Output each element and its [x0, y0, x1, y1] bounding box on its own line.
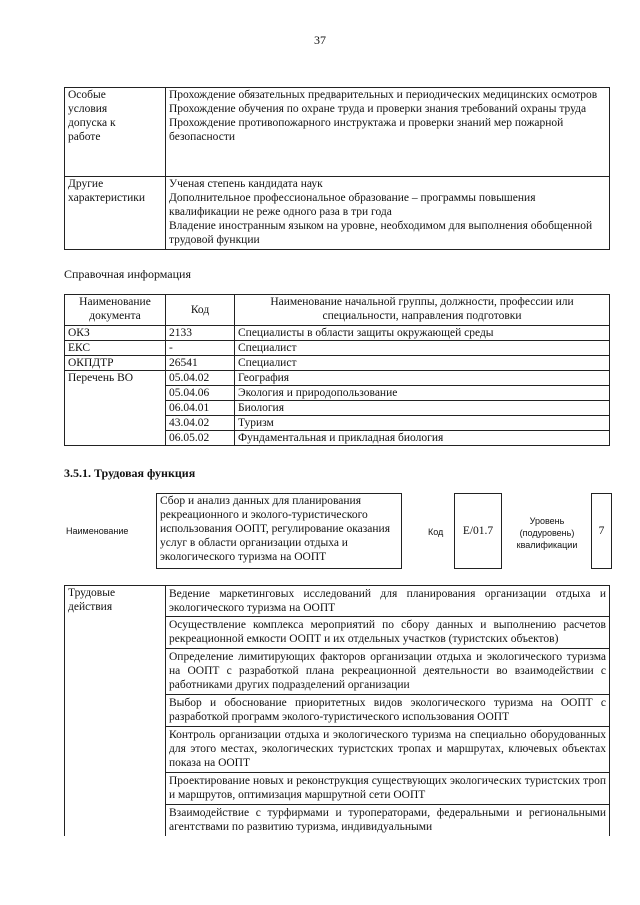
row-content	[166, 88, 610, 177]
table-row	[65, 177, 610, 250]
page-number: 37	[314, 33, 326, 47]
row-label: Другие характеристики	[65, 177, 166, 250]
table-row: 06.05.02 Фундаментальная и прикладная биология	[65, 431, 610, 446]
table-row: ОКПДТР 26541 Специалист	[65, 356, 610, 371]
code-box	[454, 493, 502, 569]
list-item: Контроль организации отдыха и экологического туризма на специально оборудованных для этого местах, экологических туристских тропах и маршрутах, ключевых объектах показа на ООПТ	[166, 727, 609, 773]
header-name: Наименование начальной группы, должности, профессии или специальности, направления подготовки	[235, 295, 610, 326]
name-label: Наименование	[66, 526, 129, 536]
list-item: Выбор и обоснование приоритетных видов экологического туризма на ООПТ с разработкой программ эколого-туристического использования ООПТ	[166, 695, 609, 727]
list-item: Прохождение обязательных предварительных и периодических медицинских осмотров	[169, 89, 598, 101]
header-code: Код	[166, 295, 235, 326]
table-row: 43.04.02 Туризм	[65, 416, 610, 431]
list-item: Ученая степень кандидата наук	[169, 178, 323, 190]
actions-list	[166, 586, 610, 837]
table-row: 06.04.01 Биология	[65, 401, 610, 416]
function-name: Сбор и анализ данных для планирования рекреационного и эколого-туристического использования ООПТ, регулирование оказания услуг в области организации отдыха и экологического туризма на ООПТ	[160, 495, 391, 563]
reference-table	[64, 294, 610, 446]
table-row	[65, 586, 610, 837]
level-label: Уровень (подуровень) квалификации	[516, 516, 578, 550]
table-row: ЕКС - Специалист	[65, 341, 610, 356]
list-item: Определение лимитирующих факторов организации отдыха и экологического туризма на ООПТ с разработкой плана рекреационной деятельности во взаимодействии с работниками других подразделений организации	[166, 649, 609, 695]
table-row: 05.04.06 Экология и природопользование	[65, 386, 610, 401]
row-label: Особые условия допуска к работе	[65, 88, 166, 177]
actions-label: Трудовые действия	[65, 586, 166, 837]
table-row: Перечень ВО 05.04.02 География	[65, 371, 610, 386]
code-value: E/01.7	[462, 525, 494, 537]
row-content	[166, 177, 610, 250]
table-header-row	[65, 295, 610, 326]
table-row: ОКЗ 2133 Специалисты в области защиты окружающей среды	[65, 326, 610, 341]
list-item: Прохождение обучения по охране труда и проверки знания требований охраны труда	[169, 103, 587, 115]
code-label: Код	[428, 527, 444, 537]
list-item: Ведение маркетинговых исследований для планирования организации отдыха и экологического туризма на ООПТ	[166, 586, 609, 617]
function-name-box	[156, 493, 402, 569]
reference-title: Справочная информация	[64, 267, 191, 281]
list-item: Взаимодействие с турфирмами и туроператорами, федеральными и региональными агентствами по развитию туризма, индивидуальными	[169, 807, 606, 833]
conditions-table	[64, 87, 610, 250]
level-box	[591, 493, 612, 569]
header-document: Наименование документа	[65, 295, 166, 326]
section-heading: 3.5.1. Трудовая функция	[64, 466, 196, 480]
list-item: Прохождение противопожарного инструктажа и проверки знаний мер пожарной безопасности	[169, 117, 564, 143]
level-value: 7	[598, 525, 605, 537]
table-row	[65, 88, 610, 177]
list-item: Владение иностранным языком на уровне, необходимом для выполнения обобщенной трудовой функции	[169, 220, 593, 246]
actions-table	[64, 585, 610, 836]
list-item: Дополнительное профессиональное образование – программы повышения квалификации не реже одного раза в три года	[169, 192, 536, 218]
list-item: Проектирование новых и реконструкция существующих экологических туристских троп и маршрутов, оптимизация маршрутной сети ООПТ	[166, 773, 609, 805]
list-item: Осуществление комплекса мероприятий по сбору данных и выполнению расчетов рекреационной емкости ООПТ и их отдельных участков (туристских объектов)	[166, 617, 609, 649]
